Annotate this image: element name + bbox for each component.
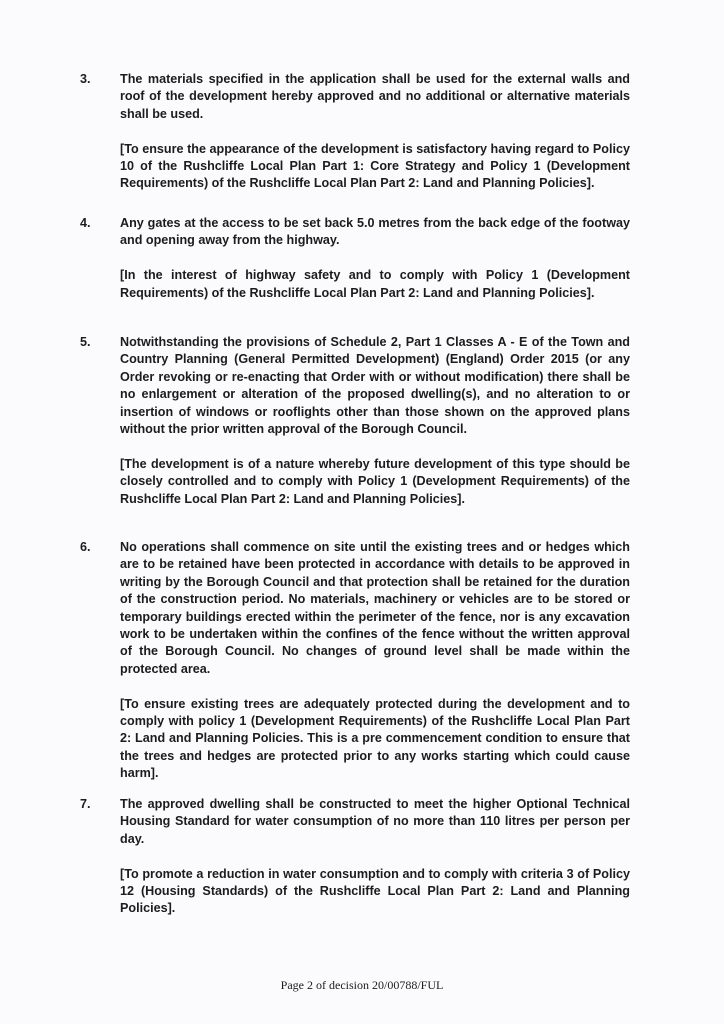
condition-reason: [The development is of a nature whereby future development of this type should be closely controlled and to comply with Policy 1 (Development Requirements) of the Rushcliffe Local Plan Part 2: Land and Planning Policies]. <box>120 456 630 506</box>
condition-reason: [In the interest of highway safety and to comply with Policy 1 (Development Requirements) of the Rushcliffe Local Plan Part 2: Land and Planning Policies]. <box>120 268 630 300</box>
condition-3 <box>80 71 630 193</box>
condition-reason: [To ensure the appearance of the development is satisfactory having regard to Policy 10 of the Rushcliffe Local Plan Part 1: Core Strategy and Policy 1 (Development Requirements) of the Rushcliffe Local Plan Part 2: Land and Planning Policies]. <box>120 141 630 191</box>
condition-text: Notwithstanding the provisions of Schedule 2, Part 1 Classes A - E of the Town and Country Planning (General Permitted Development) (England) Order 2015 (or any Order revoking or re-enacting that Order with or without modification) there shall be no enlargement or alteration of the proposed dwelling(s), and no alteration to or insertion of windows or rooflights other than those shown on the approved plans without the prior written approval of the Borough Council. <box>120 335 630 437</box>
condition-text: The materials specified in the application shall be used for the external walls and roof of the development hereby approved and no additional or alternative materials shall be used. <box>120 72 630 121</box>
condition-7 <box>80 796 630 918</box>
condition-number: 3. <box>80 72 91 86</box>
condition-body <box>120 796 630 918</box>
condition-number: 5. <box>80 335 91 349</box>
condition-6 <box>80 539 630 783</box>
condition-reason: [To promote a reduction in water consumption and to comply with criteria 3 of Policy 12 (Housing Standards) of the Rushcliffe Local Plan Part 2: Land and Planning Policies]. <box>120 866 630 916</box>
condition-text: Any gates at the access to be set back 5.0 metres from the back edge of the footway and opening away from the highway. <box>120 216 630 248</box>
page-footer: Page 2 of decision 20/00788/FUL <box>280 978 444 992</box>
condition-body <box>120 334 630 508</box>
condition-text: The approved dwelling shall be constructed to meet the higher Optional Technical Housing Standard for water consumption of no more than 110 litres per person per day. <box>120 797 630 846</box>
condition-number: 7. <box>80 797 91 811</box>
condition-body <box>120 539 630 783</box>
condition-body <box>120 215 630 302</box>
condition-reason: [To ensure existing trees are adequately protected during the development and to comply with policy 1 (Development Requirements) of the Rushcliffe Local Plan Part 2: Land and Planning Policies. This is a pre commencement condition to ensure that the trees and hedges are protected prior to any works starting which could cause harm]. <box>120 696 630 781</box>
condition-4 <box>80 215 630 302</box>
condition-text: No operations shall commence on site until the existing trees and or hedges which are to be retained have been protected in accordance with details to be approved in writing by the Borough Council and that protection shall be retained for the duration of the construction period. No materials, machinery or vehicles are to be stored or temporary buildings erected within the perimeter of the fence, nor is any excavation work to be undertaken within the confines of the fence without the written approval of the Borough Council. No changes of ground level shall be made within the protected area. <box>120 540 630 676</box>
condition-5 <box>80 334 630 508</box>
condition-body <box>120 71 630 193</box>
condition-number: 6. <box>80 540 91 554</box>
condition-number: 4. <box>80 216 91 230</box>
